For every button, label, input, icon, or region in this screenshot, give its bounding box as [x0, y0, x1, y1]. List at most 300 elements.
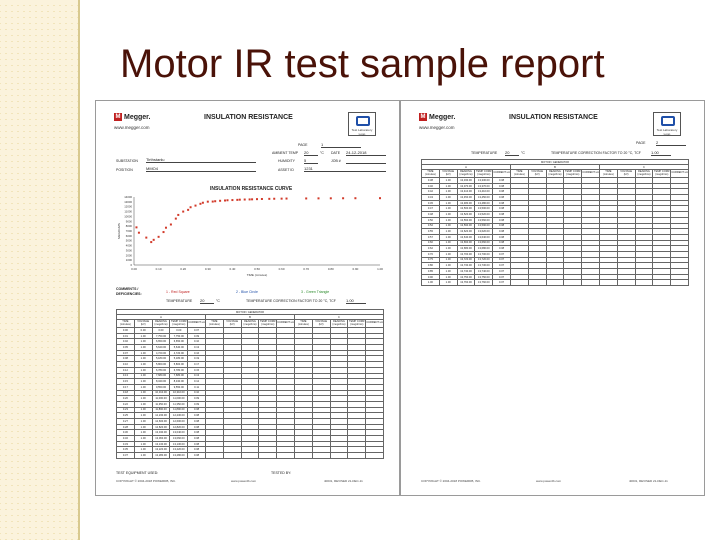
table-cell: 1.00 [134, 413, 152, 419]
data-point [214, 200, 216, 202]
table-cell: 0.08 [188, 419, 206, 425]
table-cell: 0.37 [117, 453, 135, 459]
x-tick-label: 1.00 [377, 267, 383, 271]
table-cell: 0.01 [117, 333, 135, 339]
table-cell: 13,740.00 [457, 269, 475, 275]
table-cell: 6,650.00 [152, 339, 170, 345]
table-cell: 13,590.00 [457, 223, 475, 229]
data-point [199, 203, 201, 205]
table-cell: 0.08 [493, 200, 511, 206]
table-cell: 13,480.00 [457, 200, 475, 206]
table-cell: 7,680.00 [170, 373, 188, 379]
footer-copyright: COPYRIGHT © 2004-2018 POWERDB, INC. [116, 479, 177, 483]
table-cell-empty [277, 453, 295, 459]
table-cell: 0.02 [117, 339, 135, 345]
column-header: VOLTAGE (kV) [312, 320, 330, 328]
table-cell: 13,520.00 [475, 212, 493, 218]
y-tick-label: 1000 [125, 258, 132, 263]
table-cell: 1.00 [439, 274, 457, 280]
table-cell: 0.07 [188, 328, 206, 334]
table-cell: 10,310.00 [152, 390, 170, 396]
x-tick-label: 0.20 [180, 267, 187, 271]
table-cell: 0.19 [188, 356, 206, 362]
data-point [286, 198, 288, 200]
table-cell: 0.12 [188, 379, 206, 385]
humidity-label: HUMIDITY [278, 159, 295, 163]
table-cell: 1.00 [134, 419, 152, 425]
table-cell: 1.00 [439, 223, 457, 229]
table-cell: 0.13 [188, 345, 206, 351]
table-cell: 6,780.00 [170, 367, 188, 373]
table-cell: 13,370.00 [475, 183, 493, 189]
correction-value-2: 1.00 [651, 150, 671, 156]
table-cell: 0.00 [152, 328, 170, 334]
table-cell: 0.27 [117, 419, 135, 425]
data-point [249, 198, 251, 200]
table-cell: 4,720.00 [152, 350, 170, 356]
table-cell: 0.85 [422, 269, 440, 275]
temperature-value: 20 [200, 298, 214, 304]
table-cell: 0.00 [170, 328, 188, 334]
column-header: CURRENT uA [188, 320, 206, 328]
x-tick-label: 0.90 [352, 267, 359, 271]
table-cell: 13,750.00 [457, 274, 475, 280]
temperature-unit-2: °C [521, 151, 525, 155]
table-cell: 1.00 [439, 183, 457, 189]
table-cell: 0.08 [493, 234, 511, 240]
data-point [239, 199, 241, 201]
x-tick-label: 0.10 [155, 267, 162, 271]
table-cell: 11,890.00 [170, 407, 188, 413]
table-cell: 5,800.00 [170, 362, 188, 368]
slide-title: Motor IR test sample report [120, 42, 605, 86]
table-cell: 13,410.00 [475, 189, 493, 195]
column-header: READING (megohms) [241, 320, 259, 328]
x-tick-label: 0.80 [327, 267, 334, 271]
phase-header: B [205, 315, 294, 320]
table-cell: 13,330.00 [475, 178, 493, 184]
table-cell: 1.00 [439, 269, 457, 275]
column-header: CURRENT uA [277, 320, 295, 328]
data-point [177, 214, 179, 216]
table-cell: 9,550.00 [170, 384, 188, 390]
table-cell: 1.00 [134, 396, 152, 402]
column-header: TIME (minutes) [599, 170, 617, 178]
table-cell: 13,730.00 [475, 263, 493, 269]
table-cell: 0.48 [422, 212, 440, 218]
table-cell: 13,560.00 [475, 217, 493, 223]
table-cell: 1.00 [134, 345, 152, 351]
data-point [268, 198, 270, 200]
data-point [318, 197, 320, 199]
table-cell: 13,660.00 [475, 240, 493, 246]
page-value-2: 2 [656, 140, 686, 146]
report-page-1 [95, 100, 400, 496]
table-cell: 1.00 [134, 339, 152, 345]
data-point [251, 198, 253, 200]
table-cell: 0.08 [493, 183, 511, 189]
table-cell: 5,800.00 [152, 362, 170, 368]
table-cell: 7,750.00 [152, 333, 170, 339]
page-label-2: PAGE [636, 141, 646, 145]
table-cell: 0.08 [188, 413, 206, 419]
table-cell-empty [510, 280, 528, 286]
y-tick-label: 6000 [125, 233, 132, 238]
table-cell: 0.08 [493, 240, 511, 246]
column-header: VOLTAGE (kV) [223, 320, 241, 328]
table-cell-empty [528, 280, 546, 286]
table-cell: 5,180.00 [170, 356, 188, 362]
readings-table-page-1 [116, 309, 384, 459]
column-header: READING (megohms) [152, 320, 170, 328]
column-header: TIME (minutes) [422, 170, 440, 178]
table-cell: 5,180.00 [152, 356, 170, 362]
data-point [175, 218, 177, 220]
table-cell: 13,760.00 [475, 280, 493, 286]
table-cell: 13,740.00 [475, 269, 493, 275]
table-cell: 1.00 [134, 436, 152, 442]
table-cell: 0.18 [117, 390, 135, 396]
legend-blue-circle: 2 - Blue Circle [236, 290, 258, 294]
y-tick-label: 12000 [124, 204, 132, 209]
table-cell: 1.00 [134, 424, 152, 430]
data-point [305, 197, 307, 199]
position-label: POSITION [116, 168, 133, 172]
table-cell: 0.08 [188, 424, 206, 430]
page-value: 1 [321, 142, 361, 148]
table-cell: 13,220.00 [152, 447, 170, 453]
table-cell: 0.08 [188, 430, 206, 436]
table-cell: 1.00 [134, 430, 152, 436]
table-cell-empty [635, 280, 653, 286]
table-cell: 0.07 [493, 269, 511, 275]
table-cell: 1.00 [134, 453, 152, 459]
x-tick-label: 0.40 [229, 267, 236, 271]
footer-url-2: www.powerdb.com [536, 479, 562, 483]
table-cell: 1.00 [439, 206, 457, 212]
temperature-label-2: TEMPERATURE [471, 151, 498, 155]
curve-title: INSULATION RESISTANCE CURVE [210, 186, 293, 192]
table-cell-empty [312, 453, 330, 459]
table-cell: 13,700.00 [475, 251, 493, 257]
table-cell: 1.00 [439, 217, 457, 223]
table-cell-empty [617, 280, 635, 286]
column-header: TEMP CORR (megohms) [260, 319, 276, 326]
phase-header: B [510, 165, 599, 170]
column-header: TEMP CORR (megohms) [565, 169, 581, 176]
y-tick-label: 11000 [124, 209, 132, 214]
data-point [244, 199, 246, 201]
substation-label: SUBSTATION [116, 159, 138, 163]
report-header [96, 101, 399, 137]
data-point [138, 232, 140, 234]
table-cell: 7,680.00 [152, 373, 170, 379]
temperature-unit: °C [216, 299, 220, 303]
table-cell: 0.08 [493, 178, 511, 184]
y-tick-label: 10000 [124, 214, 132, 219]
side-pattern-decoration [0, 0, 78, 540]
table-cell: 1.00 [134, 373, 152, 379]
table-cell: 0.52 [422, 223, 440, 229]
table-cell: 0.80 [422, 263, 440, 269]
ambient-temp-value: 20 [304, 150, 318, 156]
legend-red-square: 1 - Red Square [166, 290, 190, 294]
column-header: READING (megohms) [635, 170, 653, 178]
table-cell: 0.09 [188, 396, 206, 402]
position-value: MMO4 [146, 166, 256, 172]
table-cell: 1.00 [134, 379, 152, 385]
table-cell: 1.00 [134, 441, 152, 447]
column-header: READING (megohms) [457, 170, 475, 178]
y-tick-label: 7000 [125, 229, 132, 233]
table-cell: 0.50 [422, 217, 440, 223]
table-group-header: MOTOR / GENERATOR [117, 310, 384, 315]
x-tick-label: 0.70 [303, 267, 310, 271]
asset-id-value: 1231 [304, 166, 386, 172]
table-cell: 12,600.00 [152, 419, 170, 425]
legend-green-triangle: 3 - Green Triangle [301, 290, 330, 294]
y-tick-label: 4000 [125, 243, 132, 248]
column-header: CURRENT uA [582, 170, 600, 178]
column-header: VOLTAGE (kV) [528, 170, 546, 178]
table-cell: 0.28 [117, 424, 135, 430]
report-title: INSULATION RESISTANCE [204, 114, 293, 121]
table-cell: 1.00 [134, 356, 152, 362]
ambient-temp-unit: °C [320, 151, 324, 155]
table-cell: 1.00 [439, 189, 457, 195]
table-cell: 0.00 [134, 328, 152, 334]
data-point [224, 199, 226, 201]
table-cell: 0.08 [493, 206, 511, 212]
table-cell: 1.00 [134, 447, 152, 453]
table-cell: 0.08 [188, 407, 206, 413]
table-cell: 0.57 [422, 234, 440, 240]
table-cell: 0.45 [422, 200, 440, 206]
table-cell: 13,280.00 [152, 453, 170, 459]
table-cell: 0.11 [188, 384, 206, 390]
table-cell: 0.35 [117, 447, 135, 453]
table-cell: 0.09 [188, 401, 206, 407]
data-point [202, 202, 204, 204]
humidity-value: 5 [304, 158, 318, 164]
table-cell-empty [653, 280, 671, 286]
table-cell: 11,000.00 [152, 396, 170, 402]
table-cell: 13,760.00 [457, 280, 475, 286]
table-cell: 12,820.00 [170, 424, 188, 430]
table-cell: 0.15 [117, 379, 135, 385]
table-cell: 0.07 [493, 257, 511, 263]
ir-curve-chart [116, 193, 386, 277]
table-cell-empty [366, 453, 384, 459]
y-tick-label: 0 [130, 263, 132, 267]
table-cell: 1.00 [439, 280, 457, 286]
table-cell: 13,520.00 [457, 212, 475, 218]
table-cell: 13,410.00 [457, 189, 475, 195]
table-cell: 13,130.00 [152, 441, 170, 447]
job-value [346, 158, 386, 164]
table-cell: 1.00 [134, 401, 152, 407]
table-cell: 13,640.00 [457, 234, 475, 240]
data-point [135, 226, 137, 228]
megger-logo-2: M Megger. [420, 113, 456, 121]
table-cell: 0.33 [117, 441, 135, 447]
table-cell: 13,720.00 [475, 257, 493, 263]
table-cell-empty [330, 453, 348, 459]
table-cell: 0.90 [422, 274, 440, 280]
test-equipment-label: TEST EQUIPMENT USED: [116, 471, 159, 475]
table-cell: 13,660.00 [457, 240, 475, 246]
column-header: TEMP CORR (megohms) [349, 319, 365, 326]
table-cell: 9,550.00 [152, 384, 170, 390]
data-point [163, 231, 165, 233]
column-header: TIME (minutes) [117, 320, 135, 328]
column-header: READING (megohms) [330, 320, 348, 328]
y-tick-label: 13000 [124, 199, 132, 204]
footer-url: www.powerdb.com [231, 479, 257, 483]
correction-label-2: TEMPERATURE CORRECTION FACTOR TO 20 °C, TCF [551, 151, 641, 155]
table-cell: 0.17 [188, 362, 206, 368]
table-cell: 12,230.00 [152, 413, 170, 419]
report-title-2: INSULATION RESISTANCE [509, 114, 598, 121]
table-cell: 13,680.00 [457, 246, 475, 252]
side-divider [78, 0, 80, 540]
table-cell: 1.00 [134, 407, 152, 413]
table-cell: 1.00 [134, 390, 152, 396]
table-row [117, 453, 384, 459]
table-cell: 13,590.00 [475, 223, 493, 229]
column-header: TEMP CORR (megohms) [171, 319, 187, 326]
table-cell: 1.00 [439, 212, 457, 218]
table-cell: 0.20 [117, 396, 135, 402]
table-cell: 13,280.00 [170, 453, 188, 459]
table-cell: 8,340.00 [152, 379, 170, 385]
data-point [261, 198, 263, 200]
table-cell: 13,750.00 [475, 274, 493, 280]
footer-copyright-2: COPYRIGHT © 2004-2018 POWERDB, INC. [421, 479, 482, 483]
table-cell: 13,500.00 [457, 206, 475, 212]
table-cell: 4,720.00 [170, 350, 188, 356]
table-cell: 0.07 [493, 251, 511, 257]
data-point [165, 227, 167, 229]
table-cell: 0.07 [117, 350, 135, 356]
table-cell: 13,480.00 [475, 200, 493, 206]
y-tick-label: 5000 [125, 238, 132, 243]
phase-header: A [422, 165, 511, 170]
table-cell: 13,330.00 [457, 178, 475, 184]
table-cell: 1.00 [134, 367, 152, 373]
table-cell: 13,220.00 [170, 447, 188, 453]
phase-header: C [599, 165, 688, 170]
date-label: DATE [331, 151, 341, 155]
y-tick-label: 14000 [124, 195, 132, 199]
table-cell: 0.07 [493, 263, 511, 269]
table-cell: 0.16 [188, 350, 206, 356]
table-cell: 0.10 [117, 362, 135, 368]
table-cell: 12,600.00 [170, 419, 188, 425]
table-cell: 1.00 [439, 234, 457, 240]
table-cell: 0.42 [422, 189, 440, 195]
readings-table-page-2 [421, 159, 689, 286]
table-cell: 13,730.00 [457, 263, 475, 269]
table-cell: 11,350.00 [170, 401, 188, 407]
table-cell: 13,620.00 [457, 229, 475, 235]
data-point [226, 199, 228, 201]
table-cell: 0.08 [493, 212, 511, 218]
table-cell: 0.13 [117, 373, 135, 379]
table-cell: 0.00 [117, 328, 135, 334]
table-cell: 0.08 [493, 217, 511, 223]
column-header: VOLTAGE (kV) [617, 170, 635, 178]
column-header: VOLTAGE (kV) [134, 320, 152, 328]
x-tick-label: 0.30 [204, 267, 211, 271]
table-cell: 0.25 [117, 413, 135, 419]
data-point [195, 205, 197, 207]
table-cell-empty [241, 453, 259, 459]
table-cell: 13,060.00 [170, 436, 188, 442]
y-axis-label: MEGOHMS [117, 223, 121, 239]
table-cell: 13,560.00 [457, 217, 475, 223]
x-tick-label: 0.00 [131, 267, 137, 271]
table-cell-empty [582, 280, 600, 286]
table-cell: 13,680.00 [475, 246, 493, 252]
megger-url: www.megger.com [114, 125, 150, 130]
table-cell-empty [205, 453, 223, 459]
y-tick-label: 3000 [125, 248, 132, 253]
table-cell-empty [223, 453, 241, 459]
table-cell-empty [348, 453, 366, 459]
table-cell: 6,650.00 [170, 339, 188, 345]
table-cell: 13,060.00 [152, 436, 170, 442]
job-label: JOB # [331, 159, 341, 163]
phase-header: C [294, 315, 383, 320]
table-cell-empty [546, 280, 564, 286]
x-axis-label: TIME (minutes) [246, 273, 268, 277]
table-cell: 12,820.00 [152, 424, 170, 430]
table-cell: 0.10 [188, 390, 206, 396]
table-cell: 1.00 [439, 178, 457, 184]
footer-revision: 40031, REVISED 21-DEC-11 [324, 479, 363, 483]
column-header: TIME (minutes) [510, 170, 528, 178]
data-point [190, 206, 192, 208]
table-cell: 0.30 [117, 430, 135, 436]
column-header: VOLTAGE (kV) [439, 170, 457, 178]
table-cell-empty [564, 280, 582, 286]
phase-header: A [117, 315, 206, 320]
table-cell: 7,750.00 [170, 333, 188, 339]
column-header: TIME (minutes) [205, 320, 223, 328]
page-label: PAGE [298, 143, 308, 147]
table-cell: 13,640.00 [475, 234, 493, 240]
table-cell: 0.62 [422, 246, 440, 252]
table-cell: 0.13 [188, 373, 206, 379]
table-cell-empty [259, 453, 277, 459]
table-cell: 13,720.00 [457, 257, 475, 263]
table-cell: 1.00 [134, 350, 152, 356]
table-cell: 1.00 [439, 251, 457, 257]
table-cell: 5,640.00 [152, 345, 170, 351]
column-header: CURRENT uA [671, 170, 689, 178]
data-point [158, 236, 160, 238]
table-cell: 0.15 [188, 367, 206, 373]
table-cell: 13,450.00 [475, 195, 493, 201]
substation-value: Tirthstanlu [146, 157, 256, 163]
table-cell: 0.55 [422, 229, 440, 235]
column-header: READING (megohms) [546, 170, 564, 178]
table-cell: 13,500.00 [475, 206, 493, 212]
data-point [170, 223, 172, 225]
table-cell: 13,450.00 [457, 195, 475, 201]
correction-value: 1.00 [346, 298, 366, 304]
